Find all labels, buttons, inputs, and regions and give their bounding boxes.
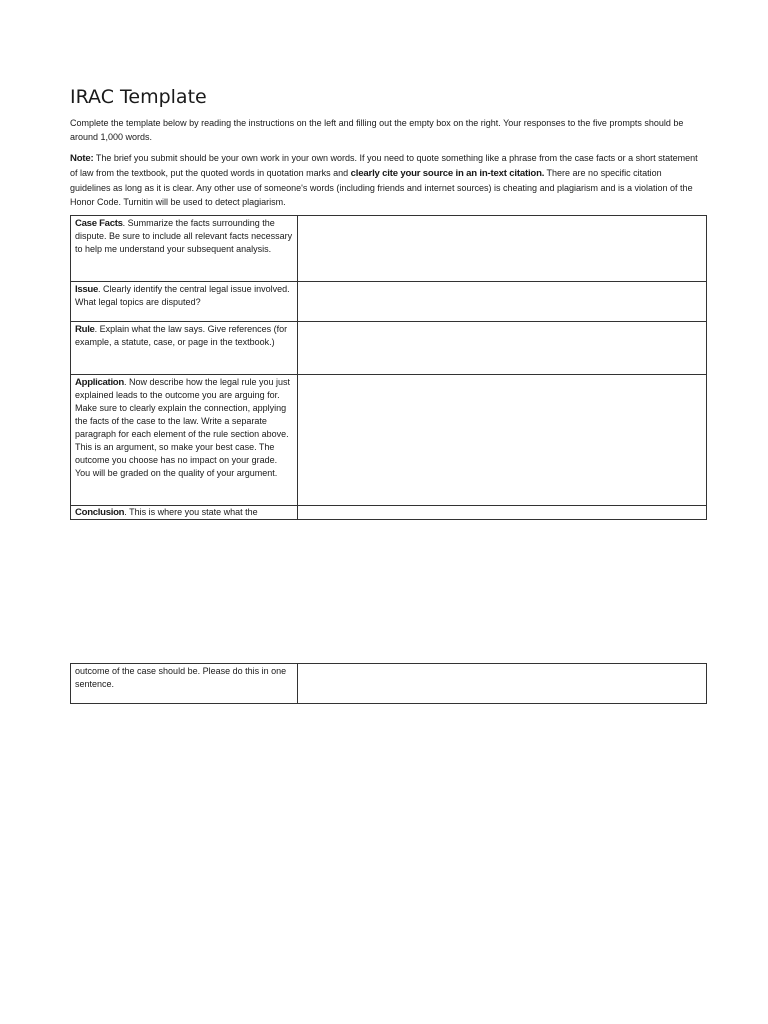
irac-table-continued — [70, 663, 707, 704]
page-title: IRAC Template — [70, 86, 207, 108]
row-issue — [71, 282, 707, 322]
rule-heading: Rule — [75, 324, 95, 335]
conclusion-instructions — [71, 506, 298, 520]
row-rule — [71, 322, 707, 375]
issue-heading: Issue — [75, 284, 99, 295]
application-text: . Now describe how the legal rule you just explained leads to the outcome you are arguing for. Make sure to clearly explain the connection, applying the facts of the case to the law. Write a separate paragraph for each element of the rule section above. This is an argument, so make your best case. The outcome you choose has no impact on your grade. You will be graded on the quality of your argument. — [75, 377, 291, 478]
case-facts-heading: Case Facts — [75, 218, 123, 229]
issue-answer-box[interactable] — [298, 282, 707, 322]
note-emphasis: clearly cite your source in an in-text citation. — [350, 168, 545, 179]
intro-paragraph: Complete the template below by reading the instructions on the left and filling out the empty box on the right. Your responses to the five prompts should be around 1,000 words. — [70, 118, 684, 142]
conclusion-heading: Conclusion — [75, 507, 125, 518]
rule-answer-box[interactable] — [298, 322, 707, 375]
application-instructions — [71, 375, 298, 506]
conclusion-instructions-continued: outcome of the case should be. Please do this in one sentence. — [71, 664, 298, 704]
document-page — [70, 0, 707, 1024]
case-facts-answer-box[interactable] — [298, 216, 707, 282]
rule-text: . Explain what the law says. Give references (for example, a statute, case, or page in the textbook.) — [75, 324, 288, 347]
conclusion-answer-box[interactable] — [298, 506, 707, 520]
note-paragraph — [70, 151, 702, 209]
row-conclusion-continued — [71, 664, 707, 704]
row-conclusion — [71, 506, 707, 520]
application-heading: Application — [75, 377, 124, 388]
application-answer-box[interactable] — [298, 375, 707, 506]
rule-instructions — [71, 322, 298, 375]
note-text-2: There are no specific citation guidelines as long as it is clear. Any other use of someone's words (including friends and internet sources) is cheating and plagiarism and is a violation of the Honor Code. Turnitin will be used to detect plagiarism. — [70, 168, 693, 207]
case-facts-text: . Summarize the facts surrounding the dispute. Be sure to include all relevant facts necessary to help me understand your subsequent analysis. — [75, 218, 293, 254]
case-facts-instructions — [71, 216, 298, 282]
row-application — [71, 375, 707, 506]
issue-text: . Clearly identify the central legal issue involved. What legal topics are disputed? — [75, 284, 290, 307]
conclusion-text: . This is where you state what the — [124, 507, 258, 517]
irac-table — [70, 215, 707, 520]
conclusion-answer-box-continued[interactable] — [298, 664, 707, 704]
issue-instructions — [71, 282, 298, 322]
note-text-1: The brief you submit should be your own work in your own words. If you need to quote something like a phrase from the case facts or a short statement of law from the textbook, put the quoted words in quotation marks and — [70, 153, 698, 178]
note-label: Note: — [70, 153, 94, 164]
row-case-facts — [71, 216, 707, 282]
